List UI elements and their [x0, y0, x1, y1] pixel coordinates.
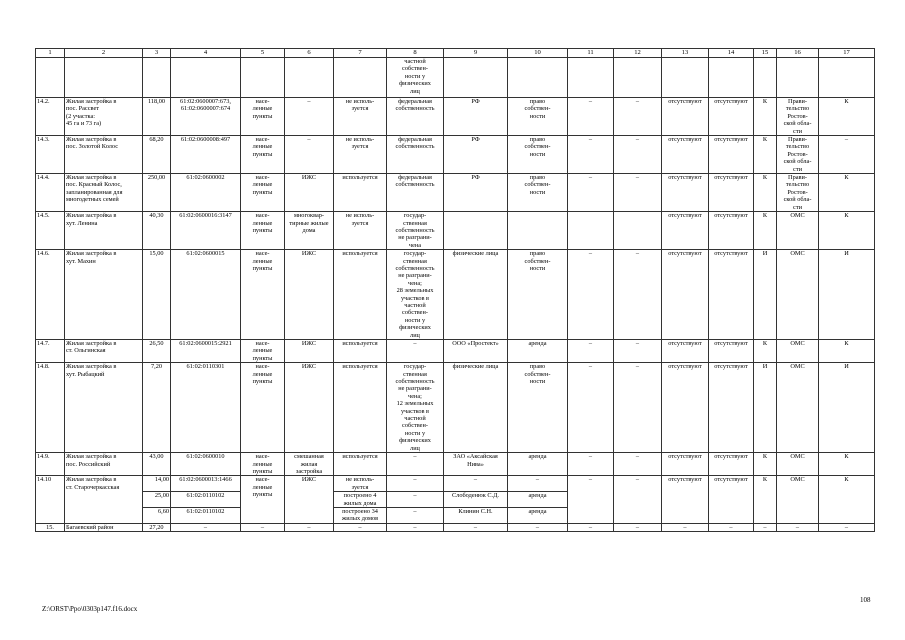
cell-c14: отсутствуют — [709, 363, 754, 453]
dash-cell: – — [709, 523, 754, 531]
cell-name: Жилая застройка в ст. Старочеркасская — [65, 476, 143, 523]
cell-right: право собствен- ности — [508, 136, 568, 174]
cell-cat: насе- ленные пункты — [241, 476, 285, 523]
cell-c13: отсутствуют — [662, 174, 709, 212]
cell-cad: 61:02:0110301 — [171, 363, 241, 453]
cell-own: государ- ственная собственность не разграни- чена; 28 земельных участков в частной собствен- ности у физических лиц — [387, 250, 444, 340]
cell-c16: ОМС — [777, 212, 819, 250]
cell-state: используется — [334, 363, 387, 453]
cell-state: используется — [334, 174, 387, 212]
table-cell — [754, 58, 777, 98]
dash-cell: – — [819, 523, 875, 531]
cell-area: 68,20 — [143, 136, 171, 174]
table-cell — [777, 58, 819, 98]
cell-cad: 61:02:0600010 — [171, 453, 241, 476]
cell-right: аренда — [508, 507, 568, 523]
cell-holder: ООО «Простект» — [444, 340, 508, 363]
cell-c15: К — [754, 340, 777, 363]
page-number: 108 — [860, 596, 871, 604]
cell-state: построено 34 жилых домов — [334, 507, 387, 523]
cell-cad: 61:02:0600007:673, 61:02:0600007:674 — [171, 98, 241, 136]
cell-name: Жилая застройка в пос. Красный Колос, запланированная для многодетных семей — [65, 174, 143, 212]
cell-c15: И — [754, 363, 777, 453]
cell-own: федеральная собственность — [387, 136, 444, 174]
cell-cad: 61:02:0600015 — [171, 250, 241, 340]
table-cell — [662, 58, 709, 98]
column-number: 4 — [171, 49, 241, 58]
cell-holder: ЗАО «Аксайская Нива» — [444, 453, 508, 476]
cell-own: – — [387, 453, 444, 476]
cell-own: – — [387, 507, 444, 523]
cell-c11: – — [568, 340, 614, 363]
cell-num: 14.7. — [36, 340, 65, 363]
cell-name: Жилая застройка в пос. Российский — [65, 453, 143, 476]
cell-c12: – — [614, 363, 662, 453]
cell-name: Жилая застройка в пос. Золотой Колос — [65, 136, 143, 174]
cell-num: 14.4. — [36, 174, 65, 212]
cell-cat: насе- ленные пункты — [241, 136, 285, 174]
cell-cad: 61:02:0110102 — [171, 492, 241, 508]
table-cell — [709, 58, 754, 98]
cell-num: 14.2. — [36, 98, 65, 136]
cell-use: ИЖС — [285, 363, 334, 453]
cell-use: многоквар- тирные жилые дома — [285, 212, 334, 250]
cell-use: – — [285, 98, 334, 136]
table-cell — [241, 58, 285, 98]
cell-c17: – — [819, 136, 875, 174]
cell-right — [508, 212, 568, 250]
cell-cat: насе- ленные пункты — [241, 453, 285, 476]
cell-c12: – — [614, 250, 662, 340]
cell-num: 14.3. — [36, 136, 65, 174]
cell-c13: отсутствуют — [662, 476, 709, 523]
cell-area: 25,00 — [143, 492, 171, 508]
cell-state: не исполь- зуется — [334, 476, 387, 492]
table-row — [36, 476, 875, 492]
cell-area: 7,20 — [143, 363, 171, 453]
cell-name: Жилая застройка в хут. Махин — [65, 250, 143, 340]
cell-state: построено 4 жилых дома — [334, 492, 387, 508]
cell-c11: – — [568, 476, 614, 523]
cell-cad: 61:02:0110102 — [171, 507, 241, 523]
column-number: 5 — [241, 49, 285, 58]
cell-holder: физические лица — [444, 363, 508, 453]
cell-num: 14.6. — [36, 250, 65, 340]
cell-use: – — [285, 136, 334, 174]
cell-cad: 61:02:0600008:497 — [171, 136, 241, 174]
cell-state: не исполь- зуется — [334, 98, 387, 136]
table-cell — [285, 58, 334, 98]
column-number: 10 — [508, 49, 568, 58]
column-number: 13 — [662, 49, 709, 58]
dash-cell: – — [444, 523, 508, 531]
table-row — [36, 453, 875, 476]
cell-c12: – — [614, 136, 662, 174]
cell-holder — [444, 212, 508, 250]
dash-cell: – — [171, 523, 241, 531]
column-number: 15 — [754, 49, 777, 58]
cell-own: – — [387, 340, 444, 363]
cell-c17: К — [819, 98, 875, 136]
table-row — [36, 250, 875, 340]
cell-c15: К — [754, 136, 777, 174]
table-row — [36, 174, 875, 212]
column-number: 17 — [819, 49, 875, 58]
cell-state: не исполь- зуется — [334, 212, 387, 250]
column-number: 9 — [444, 49, 508, 58]
cell-right: право собствен- ности — [508, 98, 568, 136]
cell-c13: отсутствуют — [662, 136, 709, 174]
cell-c15: К — [754, 98, 777, 136]
cell-name: Жилая застройка в пос. Рассвет (2 участка: 45 га и 73 га) — [65, 98, 143, 136]
cell-state: используется — [334, 340, 387, 363]
column-number: 11 — [568, 49, 614, 58]
cell-state: используется — [334, 453, 387, 476]
cell-right: аренда — [508, 492, 568, 508]
cell-c16: ОМС — [777, 453, 819, 476]
cell-c12: – — [614, 174, 662, 212]
cell-c11: – — [568, 98, 614, 136]
cell-state: используется — [334, 250, 387, 340]
cell-c11: – — [568, 136, 614, 174]
cell-cad: 61:02:0600016:3147 — [171, 212, 241, 250]
table-row — [36, 98, 875, 136]
cell-c13: отсутствуют — [662, 453, 709, 476]
cell-c14: отсутствуют — [709, 476, 754, 523]
cell-c11: – — [568, 250, 614, 340]
cell-c15: К — [754, 453, 777, 476]
cell-use: ИЖС — [285, 476, 334, 523]
table-cell — [614, 58, 662, 98]
cell-cat: насе- ленные пункты — [241, 212, 285, 250]
cell-num: 14.9. — [36, 453, 65, 476]
land-registry-table — [35, 48, 875, 532]
table-cell — [143, 58, 171, 98]
cell-c14: отсутствуют — [709, 174, 754, 212]
cell-c11: – — [568, 363, 614, 453]
cell-name: Жилая застройка в хут. Ленина — [65, 212, 143, 250]
table-row — [36, 212, 875, 250]
table-cell: частной собствен- ности у физических лиц — [387, 58, 444, 98]
cell-right: право собствен- ности — [508, 250, 568, 340]
column-number: 16 — [777, 49, 819, 58]
cell-c14: отсутствуют — [709, 98, 754, 136]
table-cell — [334, 58, 387, 98]
dash-cell: – — [568, 523, 614, 531]
table-row — [36, 136, 875, 174]
cell-c13: отсутствуют — [662, 98, 709, 136]
table-cell — [508, 58, 568, 98]
dash-cell: – — [777, 523, 819, 531]
continuation-row — [36, 58, 875, 98]
cell-right: аренда — [508, 340, 568, 363]
cell-cat: насе- ленные пункты — [241, 250, 285, 340]
cell-c17: К — [819, 212, 875, 250]
cell-c15: К — [754, 174, 777, 212]
table-cell — [36, 58, 65, 98]
dash-cell: – — [754, 523, 777, 531]
cell-holder: физические лица — [444, 250, 508, 340]
cell-area: 14,00 — [143, 476, 171, 492]
cell-c16: ОМС — [777, 250, 819, 340]
dash-cell: – — [614, 523, 662, 531]
cell-use: ИЖС — [285, 340, 334, 363]
document-path: Z:\ORST\Ppo\0303p147.f16.docx — [42, 605, 138, 613]
cell-cat: насе- ленные пункты — [241, 363, 285, 453]
cell-right: аренда — [508, 453, 568, 476]
dash-cell: – — [241, 523, 285, 531]
dash-cell: – — [508, 523, 568, 531]
cell-own: государ- ственная собственность не разграни- чена — [387, 212, 444, 250]
cell-c11: – — [568, 174, 614, 212]
cell-area: 15,00 — [143, 250, 171, 340]
cell-name: Жилая застройка в хут. Рыбацкий — [65, 363, 143, 453]
column-number: 1 — [36, 49, 65, 58]
cell-c16: Прави- тельство Ростов- ской обла- сти — [777, 98, 819, 136]
cell-c17: К — [819, 476, 875, 523]
cell-c11 — [568, 212, 614, 250]
cell-cad: 61:02:0600013:1466 — [171, 476, 241, 492]
cell-area: 43,00 — [143, 453, 171, 476]
cell-use: ИЖС — [285, 174, 334, 212]
column-number: 12 — [614, 49, 662, 58]
cell-c14: отсутствуют — [709, 136, 754, 174]
table-cell — [65, 58, 143, 98]
cell-num: 15. — [36, 523, 65, 531]
cell-c14: отсутствуют — [709, 212, 754, 250]
cell-own: – — [387, 476, 444, 492]
cell-c16: ОМС — [777, 363, 819, 453]
cell-use: ИЖС — [285, 250, 334, 340]
cell-use: смешанная жилая застройка — [285, 453, 334, 476]
dash-cell: – — [334, 523, 387, 531]
cell-holder: Слободенюк С.Д. — [444, 492, 508, 508]
cell-name: Багаевский район — [65, 523, 143, 531]
table-row — [36, 340, 875, 363]
cell-c14: отсутствуют — [709, 250, 754, 340]
cell-c14: отсутствуют — [709, 453, 754, 476]
cell-holder: РФ — [444, 174, 508, 212]
column-number: 14 — [709, 49, 754, 58]
cell-num: 14.8. — [36, 363, 65, 453]
cell-holder: – — [444, 476, 508, 492]
cell-c15: К — [754, 476, 777, 523]
cell-cat: насе- ленные пункты — [241, 340, 285, 363]
cell-c17: И — [819, 363, 875, 453]
cell-right: право собствен- ности — [508, 174, 568, 212]
cell-c14: отсутствуют — [709, 340, 754, 363]
cell-c17: К — [819, 453, 875, 476]
cell-c12: – — [614, 98, 662, 136]
table-cell — [568, 58, 614, 98]
cell-c12 — [614, 212, 662, 250]
cell-c12: – — [614, 476, 662, 523]
column-number: 3 — [143, 49, 171, 58]
cell-own: государ- ственная собственность не разграни- чена; 12 земельных участков в частной собствен- ности у физических лиц — [387, 363, 444, 453]
cell-c17: К — [819, 174, 875, 212]
cell-c15: К — [754, 212, 777, 250]
cell-c13: отсутствуют — [662, 340, 709, 363]
cell-c17: К — [819, 340, 875, 363]
cell-c16: Прави- тельство Ростов- ской обла- сти — [777, 136, 819, 174]
column-number: 7 — [334, 49, 387, 58]
cell-area: 27,20 — [143, 523, 171, 531]
column-number: 6 — [285, 49, 334, 58]
cell-area: 40,30 — [143, 212, 171, 250]
cell-cat: насе- ленные пункты — [241, 98, 285, 136]
cell-cat: насе- ленные пункты — [241, 174, 285, 212]
cell-c16: Прави- тельство Ростов- ской обла- сти — [777, 174, 819, 212]
column-number: 8 — [387, 49, 444, 58]
cell-state: не исполь- зуется — [334, 136, 387, 174]
cell-own: федеральная собственность — [387, 98, 444, 136]
cell-area: 250,00 — [143, 174, 171, 212]
cell-c16: ОМС — [777, 340, 819, 363]
cell-right: право собствен- ности — [508, 363, 568, 453]
column-number: 2 — [65, 49, 143, 58]
cell-right: – — [508, 476, 568, 492]
table-cell — [171, 58, 241, 98]
cell-holder: РФ — [444, 98, 508, 136]
table-row — [36, 523, 875, 531]
table-cell — [444, 58, 508, 98]
cell-c17: И — [819, 250, 875, 340]
cell-own: федеральная собственность — [387, 174, 444, 212]
cell-holder: Клинин С.Н. — [444, 507, 508, 523]
cell-area: 118,00 — [143, 98, 171, 136]
cell-num: 14.5. — [36, 212, 65, 250]
table-cell — [819, 58, 875, 98]
cell-c13: отсутствуют — [662, 250, 709, 340]
cell-c12: – — [614, 340, 662, 363]
cell-c13: отсутствуют — [662, 363, 709, 453]
table-row — [36, 363, 875, 453]
cell-c13: отсутствуют — [662, 212, 709, 250]
dash-cell: – — [387, 523, 444, 531]
cell-area: 6,60 — [143, 507, 171, 523]
cell-name: Жилая застройка в ст. Ольгинская — [65, 340, 143, 363]
cell-c16: ОМС — [777, 476, 819, 523]
cell-own: – — [387, 492, 444, 508]
cell-c15: И — [754, 250, 777, 340]
cell-c12: – — [614, 453, 662, 476]
dash-cell: – — [285, 523, 334, 531]
cell-cad: 61:02:0600015:2921 — [171, 340, 241, 363]
cell-c11: – — [568, 453, 614, 476]
column-number-row — [36, 49, 875, 58]
cell-cad: 61:02:0600002 — [171, 174, 241, 212]
cell-num: 14.10 — [36, 476, 65, 523]
dash-cell: – — [662, 523, 709, 531]
cell-holder: РФ — [444, 136, 508, 174]
cell-area: 26,50 — [143, 340, 171, 363]
